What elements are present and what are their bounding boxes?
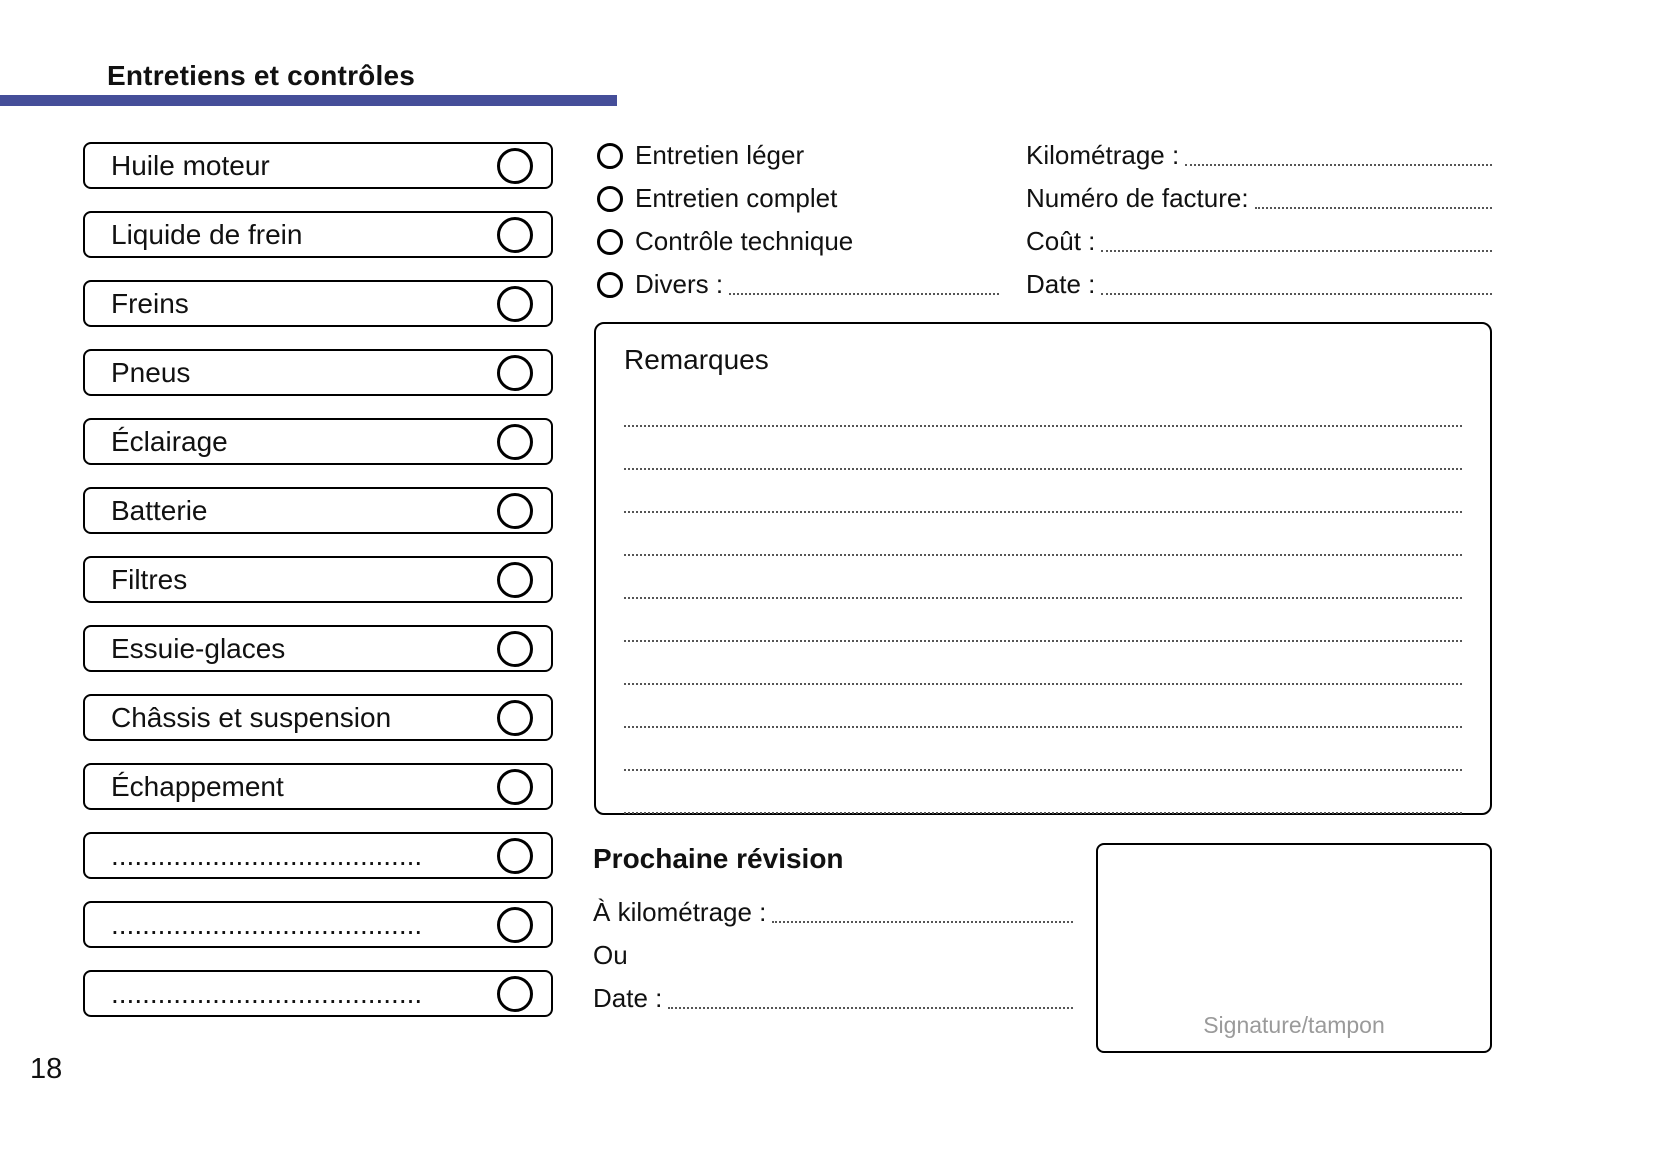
remark-line xyxy=(624,771,1462,814)
checklist-item-label: ........................................ xyxy=(111,839,423,871)
checklist-row-liquide-de-frein xyxy=(83,211,553,258)
checklist-row-huile-moteur xyxy=(83,142,553,189)
checkbox-circle xyxy=(497,493,533,529)
service-option-label: Entretien complet xyxy=(635,183,838,213)
option-controle-technique xyxy=(597,220,999,263)
radio-circle xyxy=(597,229,623,255)
checklist-row-echappement xyxy=(83,763,553,810)
fill-line xyxy=(1101,293,1492,295)
field-numero-de-facture xyxy=(1026,177,1492,220)
remark-line xyxy=(624,384,1462,427)
checklist-row-filtres xyxy=(83,556,553,603)
checkbox-circle xyxy=(497,424,533,460)
remark-line xyxy=(624,427,1462,470)
next-service-title: Prochaine révision xyxy=(593,843,844,874)
checkbox-circle xyxy=(497,148,533,184)
checklist-item-label: Filtres xyxy=(111,563,188,595)
checklist-row-essuie-glaces xyxy=(83,625,553,672)
checklist-row-blank-2 xyxy=(83,901,553,948)
record-fields xyxy=(1026,134,1492,306)
checklist-row-eclairage xyxy=(83,418,553,465)
field-label: Kilométrage : xyxy=(1026,140,1180,170)
title-underline-bar xyxy=(0,95,617,106)
service-type-options xyxy=(597,134,999,306)
remark-line xyxy=(624,728,1462,771)
fill-line xyxy=(772,921,1073,923)
checklist-item-label: Batterie xyxy=(111,494,208,526)
checklist-item-label: Essuie-glaces xyxy=(111,632,286,664)
service-option-label: Contrôle technique xyxy=(635,226,854,256)
remark-line xyxy=(624,513,1462,556)
checkbox-circle xyxy=(497,217,533,253)
checklist-row-pneus xyxy=(83,349,553,396)
next-service-section xyxy=(593,843,1073,1020)
checklist-item-label: Liquide de frein xyxy=(111,218,303,250)
checklist-row-freins xyxy=(83,280,553,327)
option-entretien-leger xyxy=(597,134,999,177)
checkbox-circle xyxy=(497,700,533,736)
remark-line xyxy=(624,599,1462,642)
field-kilometrage xyxy=(1026,134,1492,177)
checklist-item-label: Freins xyxy=(111,287,189,319)
fill-line xyxy=(668,1007,1073,1009)
checkbox-circle xyxy=(497,562,533,598)
signature-box xyxy=(1096,843,1492,1053)
field-date xyxy=(1026,263,1492,306)
checklist-item-label: Échappement xyxy=(111,770,284,802)
fill-line xyxy=(1101,250,1492,252)
checklist-item-label: Éclairage xyxy=(111,425,228,457)
page-number: 18 xyxy=(30,1053,63,1085)
radio-circle xyxy=(597,186,623,212)
inspection-checklist xyxy=(83,142,553,1017)
checkbox-circle xyxy=(497,976,533,1012)
checkbox-circle xyxy=(497,838,533,874)
checklist-row-blank-3 xyxy=(83,970,553,1017)
remark-line xyxy=(624,642,1462,685)
fill-line xyxy=(1185,164,1492,166)
remarks-title: Remarques xyxy=(624,344,769,375)
divers-fill-line xyxy=(729,293,999,295)
checklist-item-label: ........................................ xyxy=(111,908,423,940)
radio-circle xyxy=(597,143,623,169)
checklist-row-chassis-et-suspension xyxy=(83,694,553,741)
checkbox-circle xyxy=(497,355,533,391)
next-service-date-row xyxy=(593,977,1073,1020)
field-label: Coût : xyxy=(1026,226,1096,256)
checkbox-circle xyxy=(497,907,533,943)
checklist-item-label: ........................................ xyxy=(111,977,423,1009)
remarks-lines xyxy=(624,384,1462,814)
checklist-item-label: Châssis et suspension xyxy=(111,701,392,733)
remark-line xyxy=(624,556,1462,599)
radio-circle xyxy=(597,272,623,298)
next-service-or-row xyxy=(593,934,1073,977)
service-option-label: Entretien léger xyxy=(635,140,805,170)
fill-line xyxy=(1255,207,1492,209)
next-service-or-label: Ou xyxy=(593,940,628,970)
remarks-box xyxy=(594,322,1492,815)
checkbox-circle xyxy=(497,631,533,667)
option-entretien-complet xyxy=(597,177,999,220)
remark-line xyxy=(624,685,1462,728)
next-service-date-label: Date : xyxy=(593,983,663,1013)
checkbox-circle xyxy=(497,286,533,322)
next-service-km-row xyxy=(593,891,1073,934)
checklist-row-blank-1 xyxy=(83,832,553,879)
signature-label: Signature/tampon xyxy=(1203,1012,1385,1038)
option-divers xyxy=(597,263,999,306)
next-service-km-label: À kilométrage : xyxy=(593,897,767,927)
checklist-row-batterie xyxy=(83,487,553,534)
checklist-item-label: Huile moteur xyxy=(111,149,270,181)
field-label: Numéro de facture: xyxy=(1026,183,1249,213)
remark-line xyxy=(624,470,1462,513)
field-cout xyxy=(1026,220,1492,263)
service-option-label: Divers : xyxy=(635,269,724,299)
checkbox-circle xyxy=(497,769,533,805)
page-title: Entretiens et contrôles xyxy=(107,60,416,91)
field-label: Date : xyxy=(1026,269,1096,299)
checklist-item-label: Pneus xyxy=(111,356,191,388)
